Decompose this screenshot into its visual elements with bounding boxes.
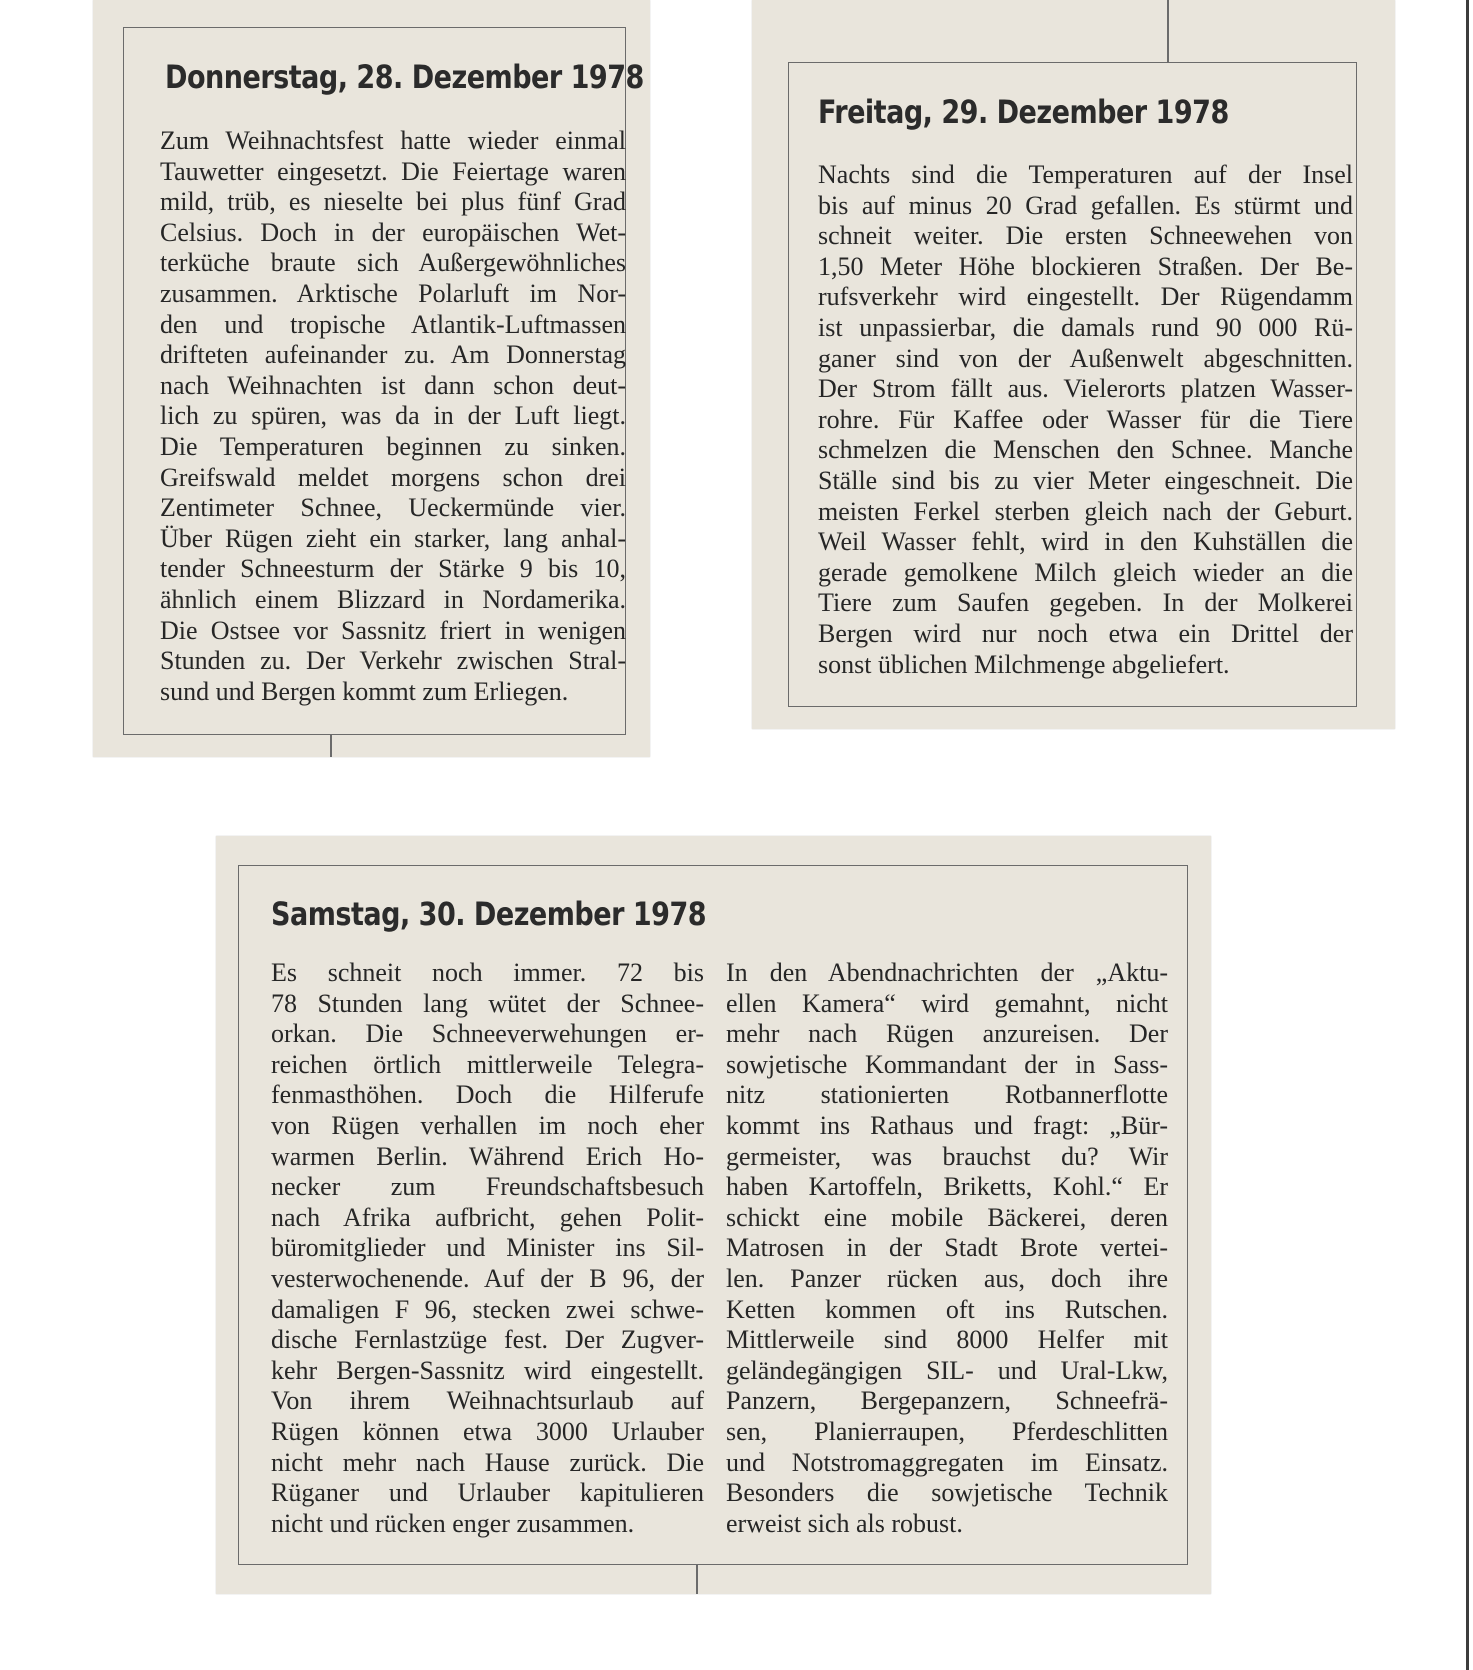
text-line: Rügen können etwa 3000 Urlauber xyxy=(271,1416,704,1446)
text-line: Ställe sind bis zu vier Meter eingeschneit. Die xyxy=(818,465,1353,495)
text-line: den und tropische Atlantik-Luftmassen xyxy=(160,309,626,339)
cut-line xyxy=(696,1565,698,1594)
text-line: von Rügen verhallen im noch eher xyxy=(271,1110,704,1140)
text-line: Besonders die sowjetische Technik xyxy=(726,1478,1168,1508)
text-line: dische Fernlastzüge fest. Der Zugver- xyxy=(271,1325,704,1355)
text-line: damaligen F 96, stecken zwei schwe- xyxy=(271,1294,704,1324)
text-line: Tauwetter eingesetzt. Die Feiertage waren xyxy=(160,156,626,186)
scan-edge xyxy=(1466,0,1469,1670)
text-line: nach Weihnachten ist dann schon deut- xyxy=(160,370,626,400)
text-line: Panzern, Bergepanzern, Schneefrä- xyxy=(726,1386,1168,1416)
text-line: Nachts sind die Temperaturen auf der Insel xyxy=(818,160,1353,189)
text-line: meisten Ferkel sterben gleich nach der Geburt. xyxy=(818,496,1353,526)
text-line: sowjetische Kommandant der in Sass- xyxy=(726,1049,1168,1079)
text-line: sund und Bergen kommt zum Erliegen. xyxy=(160,676,569,706)
text-line: 78 Stunden lang wütet der Schnee- xyxy=(271,988,704,1018)
text-line: mild, trüb, es nieselte bei plus fünf Grad xyxy=(160,187,626,217)
cut-line xyxy=(330,735,332,757)
text-line: nitz stationierten Rotbannerflotte xyxy=(726,1080,1168,1110)
text-line: rufsverkehr wird eingestellt. Der Rügendamm xyxy=(818,282,1353,312)
text-line: necker zum Freundschaftsbesuch xyxy=(271,1172,704,1202)
article-body-friday xyxy=(818,160,1353,680)
text-line: Von ihrem Weihnachtsurlaub auf xyxy=(271,1386,704,1416)
text-line: schickt eine mobile Bäckerei, deren xyxy=(726,1202,1168,1232)
text-line: mehr nach Rügen anzureisen. Der xyxy=(726,1019,1168,1049)
text-line: Der Strom fällt aus. Vielerorts platzen Wasser- xyxy=(818,374,1353,404)
text-line: ellen Kamera“ wird gemahnt, nicht xyxy=(726,988,1168,1018)
text-line: Tiere zum Saufen gegeben. In der Molkerei xyxy=(818,588,1353,618)
text-line: Greifswald meldet morgens schon drei xyxy=(160,462,626,492)
text-line: haben Kartoffeln, Briketts, Kohl.“ Er xyxy=(726,1172,1168,1202)
text-line: Matrosen in der Stadt Brote vertei- xyxy=(726,1233,1168,1263)
text-line: warmen Berlin. Während Erich Ho- xyxy=(271,1141,704,1171)
clipping-friday xyxy=(752,0,1395,729)
text-line: nicht und rücken enger zusammen. xyxy=(271,1508,635,1538)
headline-saturday: Samstag, 30. Dezember 1978 xyxy=(271,895,707,933)
headline-thursday: Donnerstag, 28. Dezember 1978 xyxy=(165,58,644,96)
text-line: orkan. Die Schneeverwehungen er- xyxy=(271,1019,704,1049)
text-line: Es schneit noch immer. 72 bis xyxy=(271,958,704,987)
text-line: rohre. Für Kaffee oder Wasser für die Tiere xyxy=(818,404,1353,434)
text-line: schneit weiter. Die ersten Schneewehen von xyxy=(818,221,1353,251)
text-line: In den Abendnachrichten der „Aktu- xyxy=(726,958,1168,987)
text-line: len. Panzer rücken aus, doch ihre xyxy=(726,1263,1168,1293)
clipping-thursday xyxy=(93,0,650,757)
text-line: Die Ostsee vor Sassnitz friert in wenigen xyxy=(160,615,626,645)
article-column-left xyxy=(271,958,704,1539)
text-line: Weil Wasser fehlt, wird in den Kuhställen die xyxy=(818,527,1353,557)
text-line: 1,50 Meter Höhe blockieren Straßen. Der Be- xyxy=(818,251,1353,281)
text-line: Zentimeter Schnee, Ueckermünde vier. xyxy=(160,493,626,523)
text-line: Zum Weihnachtsfest hatte wieder einmal xyxy=(160,126,626,155)
text-line: drifteten aufeinander zu. Am Donnerstag xyxy=(160,340,626,370)
text-line: ganer sind von der Außenwelt abgeschnitten. xyxy=(818,343,1353,373)
article-column-right xyxy=(726,958,1168,1539)
text-line: erweist sich als robust. xyxy=(726,1508,963,1538)
text-line: sonst üblichen Milchmenge abgeliefert. xyxy=(818,649,1230,679)
text-line: Stunden zu. Der Verkehr zwischen Stral- xyxy=(160,646,626,676)
text-line: sen, Planierraupen, Pferdeschlitten xyxy=(726,1416,1168,1446)
headline-friday: Freitag, 29. Dezember 1978 xyxy=(818,93,1229,131)
text-line: tender Schneesturm der Stärke 9 bis 10, xyxy=(160,554,626,584)
text-line: fenmasthöhen. Doch die Hilferufe xyxy=(271,1080,704,1110)
text-line: Mittlerweile sind 8000 Helfer mit xyxy=(726,1325,1168,1355)
text-line: kehr Bergen-Sassnitz wird eingestellt. xyxy=(271,1355,704,1385)
text-line: nicht mehr nach Hause zurück. Die xyxy=(271,1447,704,1477)
text-line: Die Temperaturen beginnen zu sinken. xyxy=(160,431,626,461)
article-body-thursday xyxy=(160,126,626,707)
text-line: ist unpassierbar, die damals rund 90 000 Rü- xyxy=(818,312,1353,342)
text-line: schmelzen die Menschen den Schnee. Manche xyxy=(818,435,1353,465)
text-line: und Notstromaggregaten im Einsatz. xyxy=(726,1447,1168,1477)
text-line: nach Afrika aufbricht, gehen Polit- xyxy=(271,1202,704,1232)
text-line: Celsius. Doch in der europäischen Wet- xyxy=(160,217,626,247)
text-line: bis auf minus 20 Grad gefallen. Es stürmt und xyxy=(818,190,1353,220)
text-line: gerade gemolkene Milch gleich wieder an die xyxy=(818,557,1353,587)
text-line: lich zu spüren, was da in der Luft liegt. xyxy=(160,401,626,431)
text-line: geländegängigen SIL- und Ural-Lkw, xyxy=(726,1355,1168,1385)
text-line: vesterwochenende. Auf der B 96, der xyxy=(271,1263,704,1293)
text-line: terküche braute sich Außergewöhnliches xyxy=(160,248,626,278)
text-line: kommt ins Rathaus und fragt: „Bür- xyxy=(726,1110,1168,1140)
text-line: Über Rügen zieht ein starker, lang anhal- xyxy=(160,523,626,553)
cut-line xyxy=(1167,0,1169,62)
text-line: büromitglieder und Minister ins Sil- xyxy=(271,1233,704,1263)
text-line: Ketten kommen oft ins Rutschen. xyxy=(726,1294,1168,1324)
text-line: reichen örtlich mittlerweile Telegra- xyxy=(271,1049,704,1079)
text-line: Bergen wird nur noch etwa ein Drittel der xyxy=(818,618,1353,648)
clipping-saturday xyxy=(216,836,1211,1594)
text-line: Rüganer und Urlauber kapitulieren xyxy=(271,1478,704,1508)
text-line: zusammen. Arktische Polarluft im Nor- xyxy=(160,278,626,308)
text-line: germeister, was brauchst du? Wir xyxy=(726,1141,1168,1171)
text-line: ähnlich einem Blizzard in Nordamerika. xyxy=(160,584,626,614)
